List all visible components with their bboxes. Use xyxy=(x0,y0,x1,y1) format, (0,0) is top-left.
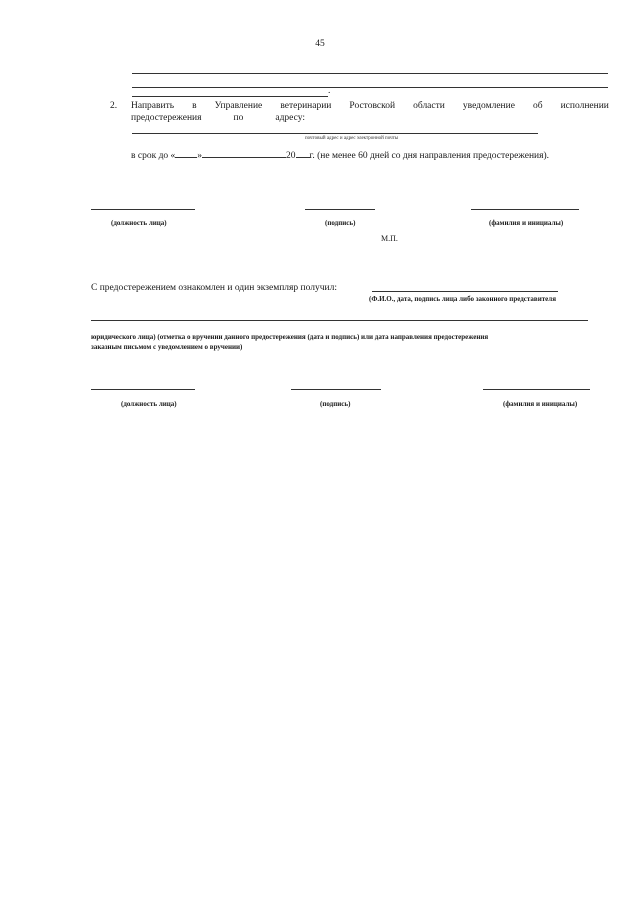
signature-caption: (подпись) xyxy=(320,400,351,408)
word: исполнении xyxy=(560,101,609,111)
blank-line xyxy=(132,96,328,97)
word: Управление xyxy=(214,101,263,111)
deadline-prefix: в срок до « xyxy=(131,151,176,161)
word: предостережения xyxy=(131,113,202,123)
item-number: 2. xyxy=(110,101,118,111)
recipient-hint-cont-2: заказным письмом с уведомлением о вручении) xyxy=(91,343,243,351)
address-hint: почтовый адрес и адрес электронной почты xyxy=(305,136,399,141)
word: Ростовской xyxy=(349,101,396,111)
blank-line-end: . xyxy=(328,86,331,96)
word: уведомление xyxy=(462,101,515,111)
deadline-year: 20 xyxy=(286,151,296,161)
recipient-hint-cont: юридического лица) (отметка о вручении данного предостережения (дата и подпись) или дата направления предостережения xyxy=(91,333,489,341)
item-text-line1 xyxy=(131,101,609,111)
year-blank xyxy=(296,157,310,158)
deadline-line xyxy=(131,151,549,161)
name-line xyxy=(471,209,579,210)
position-caption: (должность лица) xyxy=(121,400,177,408)
recipient-hint: (Ф.И.О., дата, подпись лица либо законного представителя xyxy=(369,295,556,303)
deadline-mid: » xyxy=(197,151,203,161)
position-line xyxy=(91,389,195,390)
position-line xyxy=(91,209,195,210)
word: ветеринарии xyxy=(280,101,332,111)
name-caption: (фамилия и инициалы) xyxy=(503,400,578,408)
position-caption: (должность лица) xyxy=(111,219,167,227)
word: по xyxy=(233,113,244,123)
recipient-line xyxy=(372,291,558,292)
page-number: 45 xyxy=(315,39,325,49)
word: области xyxy=(413,101,445,111)
day-blank xyxy=(175,157,197,158)
name-line xyxy=(483,389,590,390)
name-caption: (фамилия и инициалы) xyxy=(489,219,564,227)
month-blank xyxy=(202,157,286,158)
word: в xyxy=(192,101,197,111)
acknowledgment-text: С предостережением ознакомлен и один экземпляр получил: xyxy=(91,283,337,293)
item-text-line2 xyxy=(131,113,305,123)
blank-line xyxy=(132,73,608,74)
address-line xyxy=(132,133,538,134)
word: Направить xyxy=(131,101,175,111)
signature-caption: (подпись) xyxy=(325,219,356,227)
deadline-suffix: г. (не менее 60 дней со дня направления предостережения). xyxy=(309,151,550,161)
blank-line xyxy=(132,87,608,88)
signature-line xyxy=(291,389,381,390)
stamp-place: М.П. xyxy=(381,234,398,243)
word: об xyxy=(532,101,543,111)
word: адресу: xyxy=(275,113,305,123)
recipient-line-2 xyxy=(91,320,588,321)
signature-line xyxy=(305,209,375,210)
